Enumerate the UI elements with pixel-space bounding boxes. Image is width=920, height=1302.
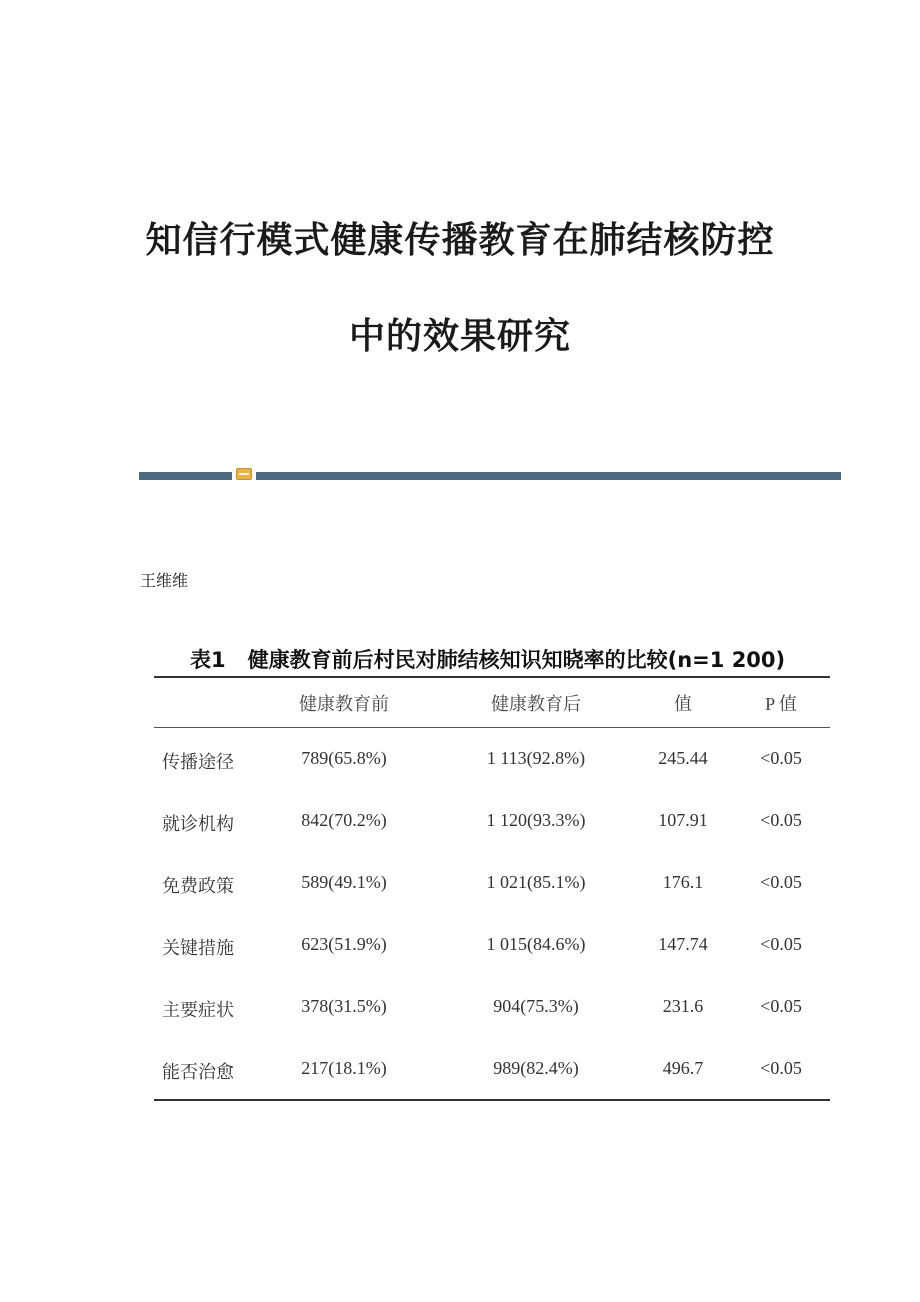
- table-cell-stat-value: 245.44: [658, 748, 708, 768]
- table-cell-p-value: <0.05: [760, 934, 802, 954]
- document-title-line-2: 中的效果研究: [348, 315, 571, 357]
- table-header-rule: [154, 727, 830, 728]
- table-cell-after-value: 904(75.3%): [493, 996, 579, 1016]
- table-cell-stat-value: 107.91: [658, 810, 708, 830]
- table-cell-row-label: 关键措施: [162, 938, 234, 958]
- table-cell-row-label: 传播途径: [162, 752, 234, 772]
- table-cell-row-label: 能否治愈: [162, 1062, 234, 1082]
- table-caption: [190, 644, 785, 674]
- divider-bar-right: [256, 472, 841, 480]
- table-cell-before-value: 589(49.1%): [301, 872, 387, 892]
- divider-bar-left: [139, 472, 232, 480]
- divider-emblem-icon: [236, 468, 252, 480]
- table-top-rule: [154, 676, 830, 678]
- table-cell-stat-value: 147.74: [658, 934, 708, 954]
- table-cell-p-value: <0.05: [760, 996, 802, 1016]
- table-cell-p-value: <0.05: [760, 748, 802, 768]
- table-cell-before-value: 217(18.1%): [301, 1058, 387, 1078]
- table-caption-text: 健康教育前后村民对肺结核知识知晓率的比较(n=1 200): [247, 648, 786, 672]
- table-header-before-value: 健康教育前: [299, 694, 389, 714]
- table-cell-p-value: <0.05: [760, 810, 802, 830]
- table-header-stat-value: 值: [674, 694, 692, 714]
- table-cell-row-label: 就诊机构: [162, 814, 234, 834]
- table-cell-before-value: 623(51.9%): [301, 934, 387, 954]
- table-cell-p-value: <0.05: [760, 1058, 802, 1078]
- table-header-p-value: P 值: [765, 694, 797, 714]
- table-cell-row-label: 主要症状: [162, 1000, 234, 1020]
- table-cell-after-value: 989(82.4%): [493, 1058, 579, 1078]
- table-cell-before-value: 789(65.8%): [301, 748, 387, 768]
- table-cell-stat-value: 231.6: [662, 996, 704, 1016]
- table-cell-after-value: 1 113(92.8%): [486, 748, 586, 768]
- table-cell-after-value: 1 021(85.1%): [486, 872, 586, 892]
- author-name: 王维维: [140, 571, 189, 590]
- table-caption-label: 表1: [190, 648, 226, 672]
- table-cell-p-value: <0.05: [760, 872, 802, 892]
- table-cell-stat-value: 496.7: [662, 1058, 704, 1078]
- document-title-line-1: 知信行模式健康传播教育在肺结核防控: [145, 219, 775, 261]
- table-cell-before-value: 378(31.5%): [301, 996, 387, 1016]
- table-bottom-rule: [154, 1099, 830, 1101]
- table-cell-after-value: 1 120(93.3%): [486, 810, 586, 830]
- table-cell-stat-value: 176.1: [662, 872, 704, 892]
- table-cell-row-label: 免费政策: [162, 876, 234, 896]
- table-cell-after-value: 1 015(84.6%): [486, 934, 586, 954]
- table-cell-before-value: 842(70.2%): [301, 810, 387, 830]
- table-header-after-value: 健康教育后: [491, 694, 581, 714]
